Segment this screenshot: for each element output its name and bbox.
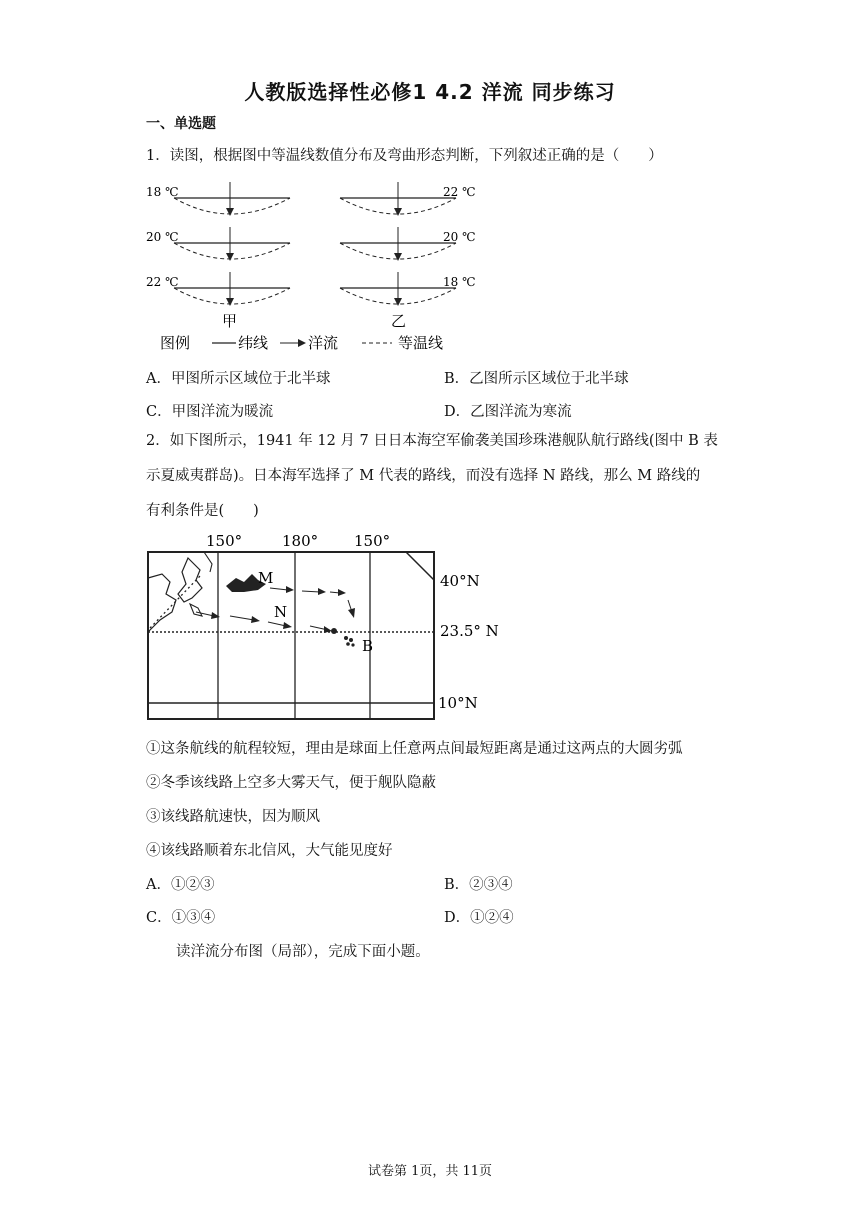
subquestion-intro: 读洋流分布图（局部），完成下面小题。 [176,944,430,960]
lon-label-180: 180° [282,532,319,550]
page-title: 人教版选择性必修1 4.2 洋流 同步练习 [244,80,616,104]
left-temp-1: 18 ℃ [146,185,179,199]
question-1-stem: 1．读图，根据图中等温线数值分布及弯曲形态判断，下列叙述正确的是（ ） [146,148,663,164]
q1-option-c[interactable]: C．甲图洋流为暖流 [146,404,274,420]
legend-current: 洋流 [308,334,339,352]
pacific-route-map [140,528,510,724]
q1-option-b[interactable]: B．乙图所示区域位于北半球 [444,371,629,387]
q2-statement-2: ②冬季该线路上空多大雾天气，便于舰队隐蔽 [146,775,436,791]
question-2-stem-line2: 示夏威夷群岛)。日本海军选择了 M 代表的路线，而没有选择 N 路线，那么 M 路线的 [146,468,701,484]
legend-isotherm: 等温线 [398,334,444,352]
left-temp-3: 22 ℃ [146,275,179,289]
question-2-stem-line1: 2．如下图所示，1941 年 12 月 7 日日本海空军偷袭美国珍珠港舰队航行路线(图中 B 表 [146,433,718,449]
right-temp-1: 22 ℃ [443,185,476,199]
panel-jia [146,182,290,330]
figure-legend [160,334,443,352]
legend-title: 图例 [160,334,191,352]
q2-option-d[interactable]: D．①②④ [444,910,514,926]
left-temp-2: 20 ℃ [146,230,179,244]
legend-latitude: 纬线 [238,334,269,352]
lon-label-150w: 150° [206,532,243,550]
section-heading: 一、单选题 [146,116,216,132]
lat-label-23n: 23.5° N [440,622,499,640]
q2-statement-1: ①这条航线的航程较短，理由是球面上任意两点间最短距离是通过这两点的大圆劣弧 [146,741,683,757]
page-footer: 试卷第 1页，共 11页 [367,1164,493,1179]
q2-option-b[interactable]: B．②③④ [444,877,513,893]
q2-statement-3: ③该线路航速快，因为顺风 [146,809,320,825]
lat-label-40n: 40°N [440,572,480,590]
right-temp-3: 18 ℃ [443,275,476,289]
isotherm-figure [140,178,500,353]
q2-option-a[interactable]: A．①②③ [146,877,215,893]
question-2-stem-line3: 有利条件是( ) [146,503,259,519]
lon-label-150e: 150° [354,532,391,550]
panel-yi [340,182,476,330]
q2-statement-4: ④该线路顺着东北信风，大气能见度好 [146,843,393,859]
q1-option-d[interactable]: D．乙图洋流为寒流 [444,404,572,420]
panel-label-jia: 甲 [222,312,238,330]
route-label-n: N [274,603,288,621]
panel-label-yi: 乙 [391,312,407,330]
q1-option-a[interactable]: A．甲图所示区域位于北半球 [146,371,331,387]
right-temp-2: 20 ℃ [443,230,476,244]
route-label-b: B [362,637,374,655]
route-label-m: M [258,569,274,587]
q2-option-c[interactable]: C．①③④ [146,910,216,926]
lat-label-10n: 10°N [438,694,478,712]
